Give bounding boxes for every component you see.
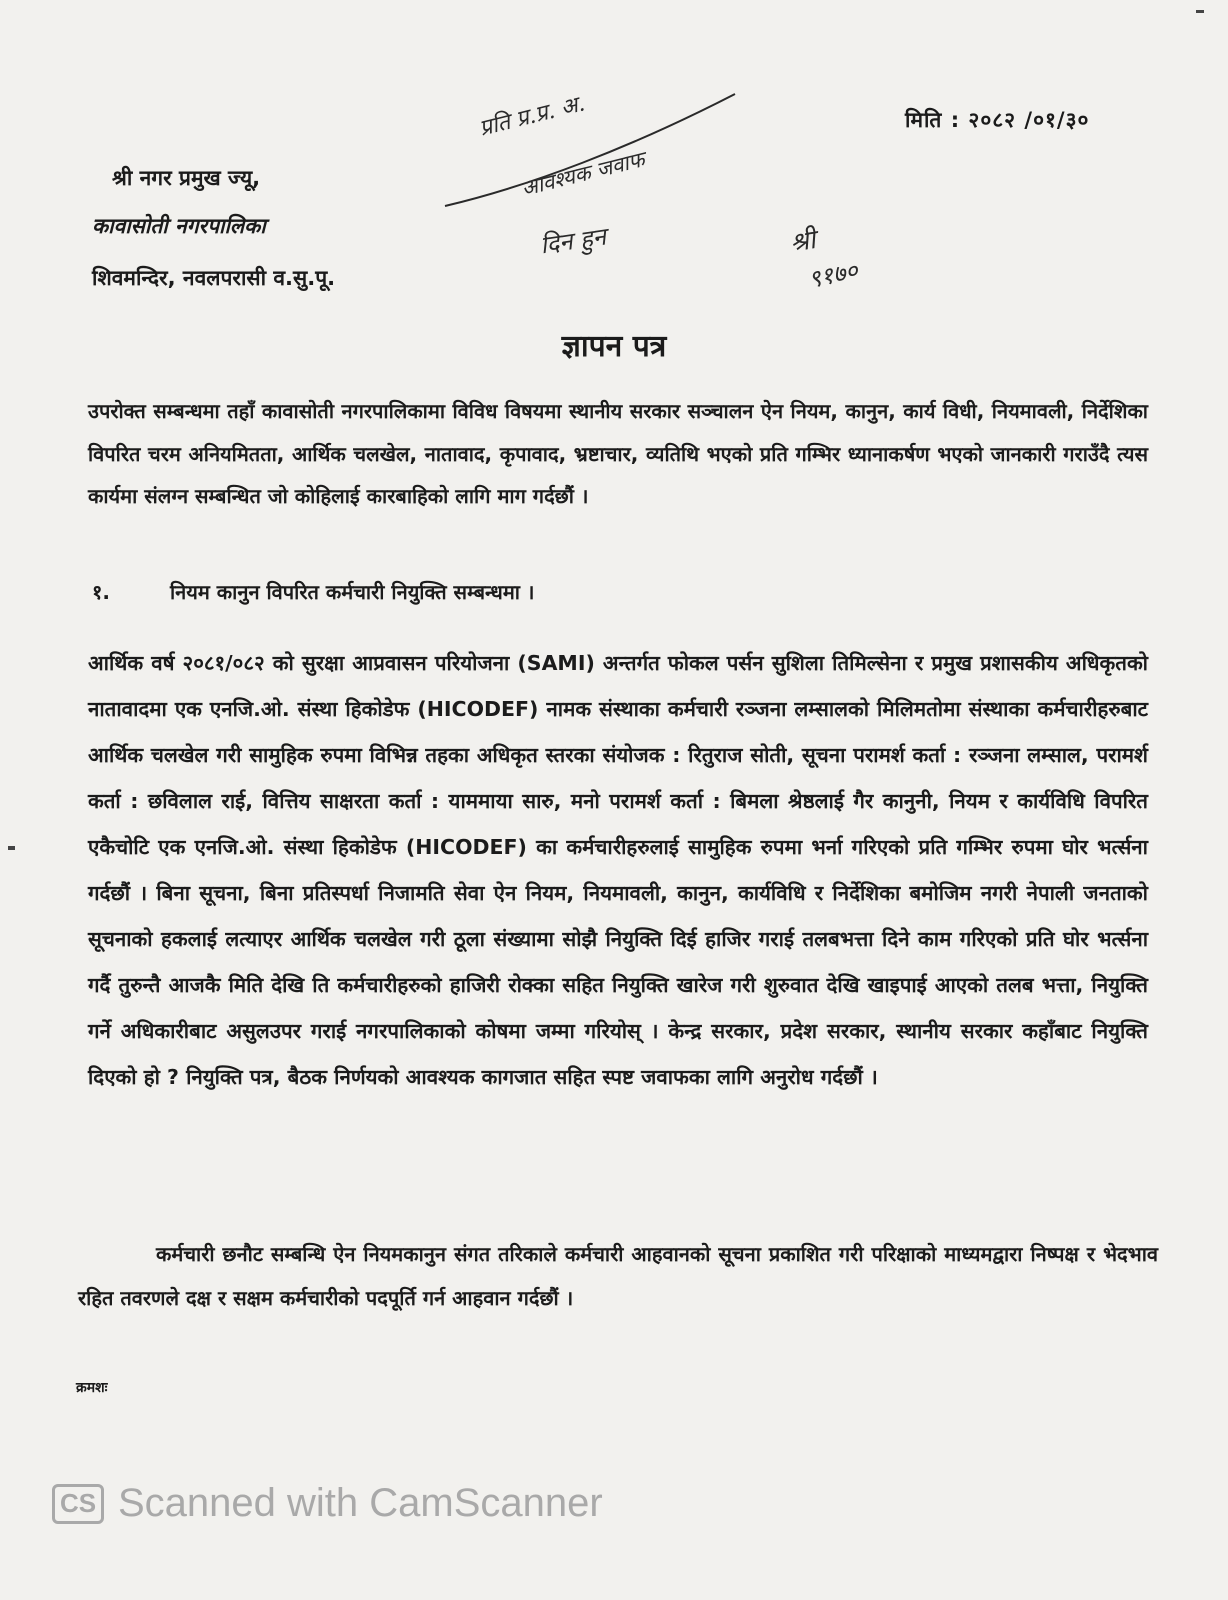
handwritten-note-3: दिन हुन [538, 222, 608, 260]
handwritten-initials: श्री [787, 225, 818, 259]
body-paragraph: आर्थिक वर्ष २०८१/०८२ को सुरक्षा आप्रवासन परियोजना (SAMI) अन्तर्गत फोकल पर्सन सुशिला तिमिल्सेना र प्रमुख प्रशासकीय अधिकृतको नातावादमा एक एनजि.ओ. संस्था हिकोडेफ (HICODEF) नामक संस्थाका कर्मचारी रञ्जना लम्सालको मिलिमतोमा संस्थाका कर्मचारीहरुबाट आर्थिक चलखेल गरी सामुहिक रुपमा विभिन्न तहका अधिकृत स्तरका संयोजक : रितुराज सोती, सूचना परामर्श कर्ता : रञ्जना लम्साल, परामर्श कर्ता : छविलाल राई, वित्तिय साक्षरता कर्ता : याममाया सारु, मनो परामर्श कर्ता : बिमला श्रेष्ठलाई गैर कानुनी, नियम र कार्यविधि विपरित एकैचोटि एक एनजि.ओ. संस्था हिकोडेफ (HICODEF) का कर्मचारीहरुलाई सामुहिक रुपमा भर्ना गरिएको प्रति गम्भिर रुपमा घोर भर्त्सना गर्दछौं । बिना सूचना, बिना प्रतिस्पर्धा निजामति सेवा ऐन नियम, नियमावली, कानुन, कार्यविधि र निर्देशिका बमोजिम नगरी नेपाली जनताको सूचनाको हकलाई लत्याएर आर्थिक चलखेल गरी ठूला संख्यामा सोझै नियुक्ति दिई हाजिर गराई तलबभत्ता दिने काम गरिएको प्रति घोर भर्त्सना गर्दै तुरुन्तै आजकै मिति देखि ति कर्मचारीहरुको हाजिरी रोक्का सहित नियुक्ति खारेज गरी शुरुवात देखि खाइपाई आएको तलब भत्ता, नियुक्ति गर्ने अधिकारीबाट असुलउपर गराई नगरपालिकाको कोषमा जम्मा गरियोस् । केन्द्र सरकार, प्रदेश सरकार, स्थानीय सरकार कहाँबाट नियुक्ति दिएको हो ? नियुक्ति पत्र, बैठक निर्णयको आवश्यक कागजात सहित स्पष्ट जवाफका लागि अनुरोध गर्दछौं । [88, 651, 1149, 1089]
letter-date: मिति : २०८२ /०१/३० [905, 108, 1090, 132]
camscanner-logo-icon: CS [52, 1484, 104, 1524]
list-item-text: नियम कानुन विपरित कर्मचारी नियुक्ति सम्बन्धमा । [170, 580, 535, 604]
handwritten-note-1: प्रति प्र.प्र. अ. [476, 91, 588, 142]
scan-artifact [1196, 10, 1204, 13]
handwritten-number: ९१७० [805, 256, 861, 294]
intro-paragraph: उपरोक्त सम्बन्धमा तहाँ कावासोती नगरपालिकामा विविध विषयमा स्थानीय सरकार सञ्चालन ऐन नियम, कानुन, कार्य विधी, नियमावली, निर्देशिका विपरित चरम अनियमितता, आर्थिक चलखेल, नातावाद, कृपावाद, भ्रष्टाचार, व्यतिथि भएको प्रति गम्भिर ध्यानाकर्षण भएको जानकारी गराउँदै त्यस कार्यमा संलग्न सम्बन्धित जो कोहिलाई कारबाहिको लागि माग गर्दछौं । [88, 399, 1148, 508]
camscanner-watermark [52, 1481, 603, 1526]
addressee-line-3: शिवमन्दिर, नवलपरासी व.सु.पू. [92, 266, 336, 290]
addressee-line-2: कावासोती नगरपालिका [92, 214, 266, 238]
scan-artifact [8, 846, 15, 850]
handwritten-underline [440, 88, 740, 218]
list-item-heading [92, 578, 535, 605]
watermark-text: Scanned with CamScanner [118, 1481, 603, 1525]
list-item-number: १. [92, 580, 110, 604]
letter-title: ज्ञापन पत्र [561, 329, 667, 364]
addressee-line-1: श्री नगर प्रमुख ज्यू, [112, 166, 261, 190]
handwritten-note-2: आवश्यक जवाफ [518, 147, 647, 201]
continued-marker: क्रमशः [76, 1380, 108, 1396]
closing-paragraph: कर्मचारी छनौट सम्बन्धि ऐन नियमकानुन संगत तरिकाले कर्मचारी आहवानको सूचना प्रकाशित गरी परिक्षाको माध्यमद्वारा निष्पक्ष र भेदभाव रहित तवरणले दक्ष र सक्षम कर्मचारीको पदपूर्ति गर्न आहवान गर्दछौं । [78, 1242, 1158, 1310]
